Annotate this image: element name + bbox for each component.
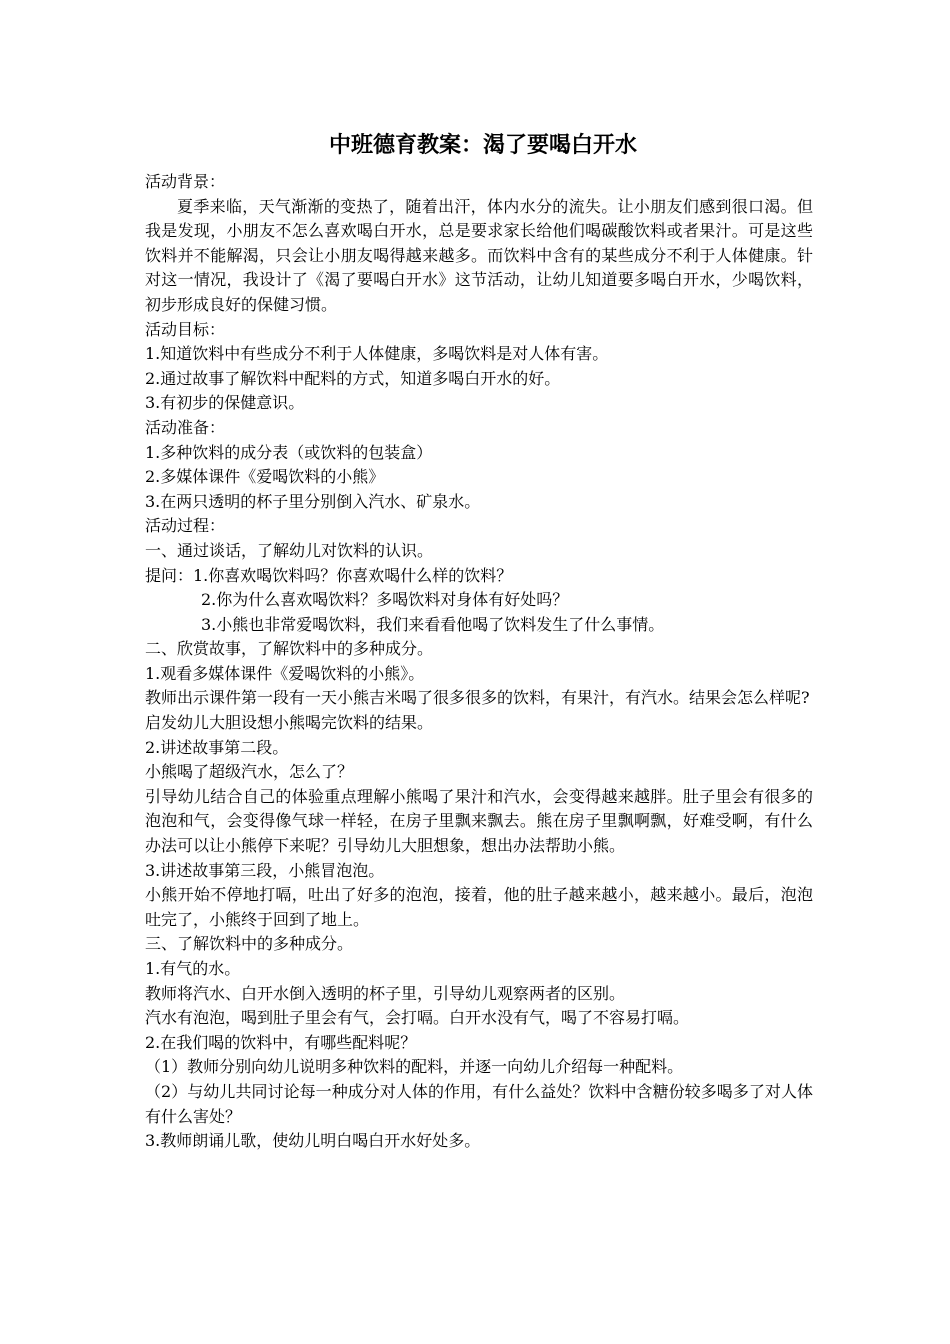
document-title: 中班德育教案：渴了要喝白开水 — [328, 133, 637, 158]
paragraph: 3.有初步的保健意识。 — [145, 393, 305, 413]
paragraph: 引导幼儿结合自己的体验重点理解小熊喝了果汁和汽水，会变得越来越胖。肚子里会有很多的泡泡和气，会变得像气球一样轻，在房子里飘来飘去。熊在房子里飘啊飘，好难受啊，有什么办法可以让小熊停下来呢？引导幼儿大胆想象，想出办法帮助小熊。 — [145, 786, 813, 856]
paragraph: 1.知道饮料中有些成分不利于人体健康，多喝饮料是对人体有害。 — [145, 344, 609, 364]
paragraph: 2.在我们喝的饮料中，有哪些配料呢？ — [145, 1032, 417, 1052]
paragraph: 活动过程： — [145, 516, 226, 536]
paragraph: 活动准备： — [145, 417, 226, 437]
paragraph: （1）教师分别向幼儿说明多种饮料的配料，并逐一向幼儿介绍每一种配料。 — [145, 1057, 684, 1077]
paragraph: 二、欣赏故事，了解饮料中的多种成分。 — [145, 639, 434, 659]
paragraph: 2.你为什么喜欢喝饮料？多喝饮料对身体有好处吗？ — [201, 590, 569, 610]
paragraph: 小熊喝了超级汽水，怎么了？ — [145, 762, 354, 782]
paragraph: 2.多媒体课件《爱喝饮料的小熊》 — [145, 467, 385, 487]
paragraph: 三、了解饮料中的多种成分。 — [145, 934, 354, 954]
paragraph: 1.有气的水。 — [145, 959, 241, 978]
paragraph: （2）与幼儿共同讨论每一种成分对人体的作用，有什么益处？饮料中含糖份较多喝多了对人体有什么害处？ — [145, 1081, 813, 1126]
paragraph: 活动目标： — [145, 319, 226, 339]
paragraph: 3.讲述故事第三段，小熊冒泡泡。 — [145, 860, 385, 880]
paragraph: 1.观看多媒体课件《爱喝饮料的小熊》。 — [145, 663, 425, 683]
paragraph: 夏季来临，天气渐渐的变热了，随着出汗，体内水分的流失。让小朋友们感到很口渴。但我是发现，小朋友不怎么喜欢喝白开水，总是要求家长给他们喝碳酸饮料或者果汁。可是这些饮料并不能解渴，只会让小朋友喝得越来越多。而饮料中含有的某些成分不利于人体健康。针对这一情况，我设计了《渴了要喝白开水》这节活动，让幼儿知道要多喝白开水，少喝饮料，初步形成良好的保健习惯。 — [145, 196, 813, 314]
paragraph: 3.在两只透明的杯子里分别倒入汽水、矿泉水。 — [145, 491, 481, 511]
paragraph: 启发幼儿大胆设想小熊喝完饮料的结果。 — [145, 713, 434, 733]
paragraph: 活动背景： — [145, 172, 226, 191]
paragraph: 3.教师朗诵儿歌，使幼儿明白喝白开水好处多。 — [145, 1131, 481, 1151]
document-page — [145, 130, 813, 1154]
document-body — [145, 170, 813, 1154]
paragraph: 3.小熊也非常爱喝饮料，我们来看看他喝了饮料发生了什么事情。 — [201, 614, 665, 634]
paragraph: 教师出示课件第一段有一天小熊吉米喝了很多很多的饮料，有果汁，有汽水。结果会怎么样呢? — [145, 688, 810, 708]
paragraph: 小熊开始不停地打嗝，吐出了好多的泡泡，接着，他的肚子越来越小，越来越小。最后，泡泡吐完了，小熊终于回到了地上。 — [145, 885, 813, 929]
paragraph: 2.通过故事了解饮料中配料的方式，知道多喝白开水的好。 — [145, 368, 561, 388]
paragraph: 一、通过谈话，了解幼儿对饮料的认识。 — [145, 540, 434, 560]
paragraph: 2.讲述故事第二段。 — [145, 737, 289, 757]
paragraph: 教师将汽水、白开水倒入透明的杯子里，引导幼儿观察两者的区别。 — [145, 983, 626, 1003]
paragraph: 提问：1.你喜欢喝饮料吗？你喜欢喝什么样的饮料？ — [145, 565, 513, 585]
paragraph: 1.多种饮料的成分表（或饮料的包装盒） — [145, 442, 433, 462]
paragraph: 汽水有泡泡，喝到肚子里会有气，会打嗝。白开水没有气，喝了不容易打嗝。 — [145, 1008, 690, 1028]
